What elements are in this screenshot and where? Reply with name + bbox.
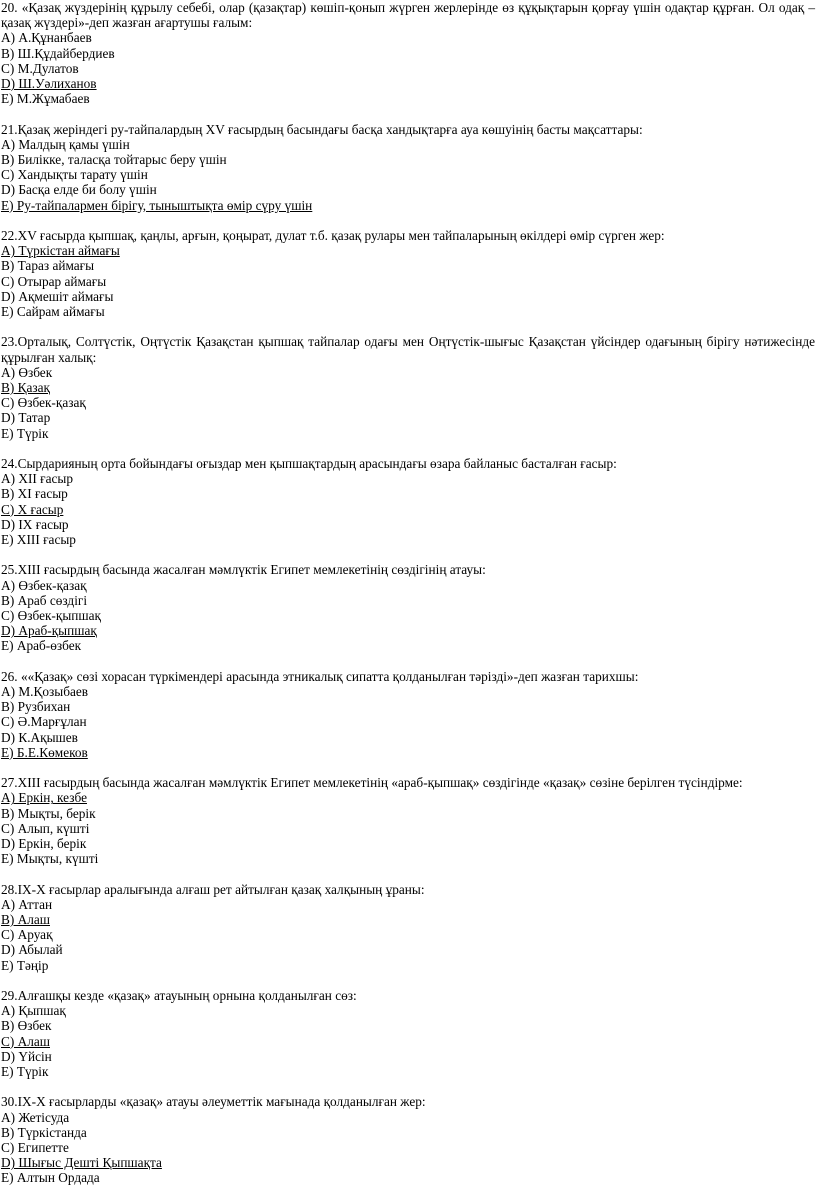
- answer-option: C) Аруақ: [1, 927, 53, 943]
- answer-option: B) Түркістанда: [1, 1124, 87, 1140]
- answer-option: C) Алып, күшті: [1, 820, 90, 836]
- question-text: 27.XIII ғасырдың басында жасалған мәмлүктік Египет мемлекетінің «араб-қыпшақ» сөздігінде «қазақ» сөзіне берілген түсіндірме:: [1, 775, 743, 791]
- answer-option: D) Басқа елде би болу үшін: [1, 182, 157, 198]
- answer-option-correct: C) Алаш: [1, 1033, 50, 1049]
- question-block: [1, 1094, 815, 1185]
- answer-option-correct: E) Б.Е.Көмеков: [1, 744, 88, 760]
- question-text: 25.XIII ғасырдың басында жасалған мәмлүктік Египет мемлекетінің сөздігінің атауы:: [1, 562, 486, 578]
- question-text: 20. «Қазақ жүздерінің құрылу себебі, олар (қазақтар) көшіп-қонып жүрген жерлерінде өз құқықтарын қорғау үшін одақтар құрған. Ол одақ – қазақ жүздері»-деп жазған ағартушы ғалым:: [1, 0, 815, 31]
- answer-option: E) Араб-өзбек: [1, 638, 82, 654]
- answer-option: D) Абылай: [1, 942, 63, 958]
- question-block: [1, 775, 815, 866]
- answer-option: E) Алтын Ордада: [1, 1170, 100, 1186]
- answer-option-correct: D) Шығыс Дешті Қыпшақта: [1, 1155, 162, 1171]
- answer-option: E) Сайрам аймағы: [1, 304, 105, 320]
- answer-option: A) Өзбек-қазақ: [1, 577, 87, 593]
- answer-option-correct: C) X ғасыр: [1, 501, 64, 517]
- answer-option: D) Ақмешіт аймағы: [1, 288, 114, 304]
- answer-option-correct: A) Түркістан аймағы: [1, 243, 120, 259]
- answer-option: E) Түрік: [1, 1064, 49, 1080]
- answer-option: B) Рузбихан: [1, 699, 71, 715]
- question-block: [1, 988, 815, 1079]
- question-text: 24.Сырдарияның орта бойындағы оғыздар мен қыпшақтардың арасындағы өзара байланыс басталған ғасыр:: [1, 456, 617, 472]
- answer-option: B) Ш.Құдайбердиев: [1, 45, 115, 61]
- question-block: [1, 669, 815, 760]
- question-text: 29.Алғашқы кезде «қазақ» атауының орнына қолданылған сөз:: [1, 988, 357, 1004]
- answer-option: B) Тараз аймағы: [1, 258, 95, 274]
- answer-option-correct: B) Алаш: [1, 912, 50, 928]
- answer-option: C) Египетте: [1, 1140, 69, 1156]
- answer-option: D) Татар: [1, 410, 51, 426]
- answer-option-correct: B) Қазақ: [1, 380, 51, 396]
- answer-option: C) Хандықты тарату үшін: [1, 167, 148, 183]
- answer-option: B) XI ғасыр: [1, 486, 68, 502]
- answer-option: B) Өзбек: [1, 1018, 52, 1034]
- question-text: 26. ««Қазақ» сөзі хорасан түркімендері арасында этникалық сипатта қолданылған тәрізді»-деп жазған тарихшы:: [1, 668, 639, 684]
- answer-option-correct: A) Еркін, кезбе: [1, 790, 87, 806]
- answer-option: C) М.Дулатов: [1, 60, 79, 76]
- answer-option: A) XII ғасыр: [1, 471, 73, 487]
- question-block: [1, 228, 815, 319]
- question-text: 30.IX-X ғасырларды «қазақ» атауы әлеуметтік мағынада қолданылған жер:: [1, 1094, 426, 1110]
- answer-option: A) Малдың қамы үшін: [1, 136, 130, 152]
- answer-option: B) Билікке, таласқа тойтарыс беру үшін: [1, 152, 227, 168]
- question-block: [1, 456, 815, 547]
- answer-option: B) Араб сөздігі: [1, 592, 88, 608]
- answer-option: E) Түрік: [1, 425, 49, 441]
- answer-option: C) Өзбек-қыпшақ: [1, 608, 101, 624]
- answer-option: A) А.Құнанбаев: [1, 30, 92, 46]
- question-text: 28.IX-X ғасырлар аралығында алғаш рет айтылған қазақ халқының ұраны:: [1, 881, 425, 897]
- answer-option-correct: E) Ру-тайпалармен бірігу, тыныштықта өмір сүру үшін: [1, 197, 313, 213]
- question-block: [1, 122, 815, 213]
- question-text: 22.XV ғасырда қыпшақ, қаңлы, арғын, қоңырат, дулат т.б. қазақ рулары мен тайпаларының өкілдері өмір сүрген жер:: [1, 228, 665, 244]
- question-text: 21.Қазақ жеріндегі ру-тайпалардың XV ғасырдың басындағы басқа хандықтарға ауа көшуінің басты мақсаттары:: [1, 121, 643, 137]
- question-block: [1, 562, 815, 653]
- answer-option: E) М.Жұмабаев: [1, 91, 90, 107]
- answer-option: A) Жетісуда: [1, 1109, 70, 1125]
- answer-option: E) Тәңір: [1, 957, 49, 973]
- question-text: 23.Орталық, Солтүстік, Оңтүстік Қазақстан қыпшақ тайпалар одағы мен Оңтүстік-шығыс Қазақстан үйсіндер одағының бірігу нәтижесінде құрылған халық:: [1, 334, 815, 365]
- answer-option: A) М.Қозыбаев: [1, 684, 89, 700]
- answer-option-correct: D) Ш.Уәлиханов: [1, 76, 97, 92]
- question-block: [1, 882, 815, 973]
- answer-option: C) Отырар аймағы: [1, 273, 107, 289]
- answer-option: A) Аттан: [1, 896, 53, 912]
- answer-option: E) Мықты, күшті: [1, 851, 99, 867]
- answer-option: D) IX ғасыр: [1, 516, 69, 532]
- answer-option-correct: D) Араб-қыпшақ: [1, 623, 97, 639]
- answer-option: D) Еркін, берік: [1, 836, 87, 852]
- question-block: [1, 0, 815, 106]
- question-block: [1, 334, 815, 440]
- answer-option: C) Өзбек-қазақ: [1, 395, 86, 411]
- answer-option: A) Қыпшақ: [1, 1003, 66, 1019]
- answer-option: D) Үйсін: [1, 1048, 52, 1064]
- answer-option: B) Мықты, берік: [1, 805, 96, 821]
- answer-option: E) XIII ғасыр: [1, 532, 76, 548]
- answer-option: C) Ә.Марғұлан: [1, 714, 87, 730]
- answer-option: A) Өзбек: [1, 364, 53, 380]
- answer-option: D) К.Ақышев: [1, 729, 78, 745]
